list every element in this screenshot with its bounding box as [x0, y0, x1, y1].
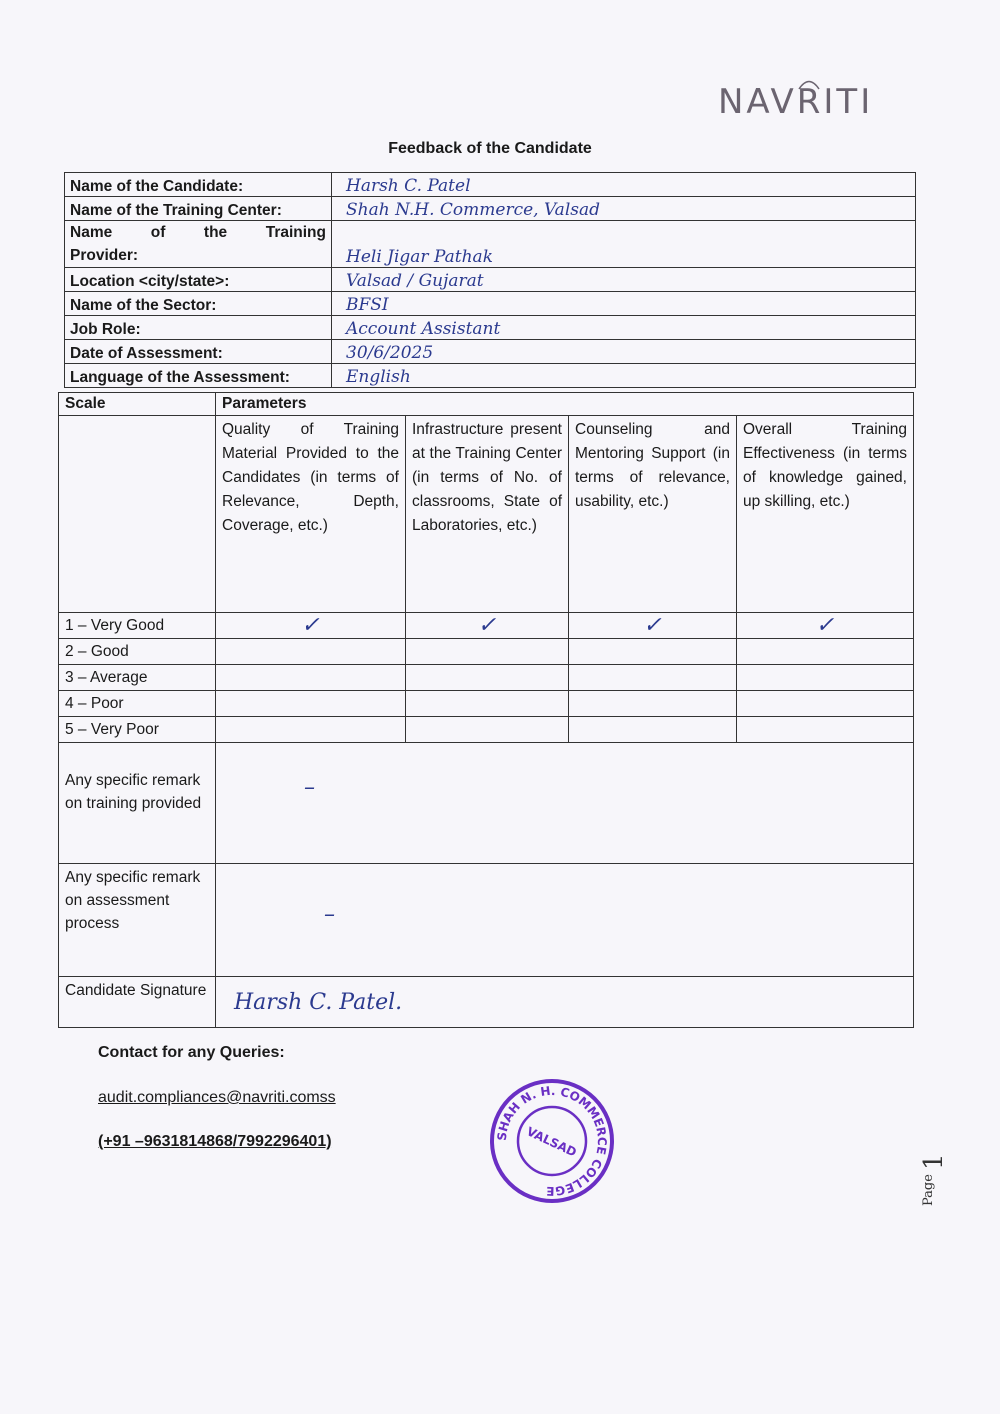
empty-cell	[406, 717, 569, 743]
candidate-info-table	[64, 172, 916, 388]
remark-training-cell	[216, 743, 914, 864]
sector-value: BFSI	[332, 292, 916, 316]
contact-phone-link[interactable]: (+91 –9631814868/7992296401)	[98, 1133, 332, 1150]
check-mark: ✓	[569, 613, 737, 639]
empty-cell	[406, 639, 569, 665]
parameters-header: Parameters	[216, 393, 914, 416]
remark-training-value: –	[304, 775, 315, 800]
candidate-signature: Harsh C. Patel.	[234, 989, 403, 1015]
remark-assessment-value: –	[324, 902, 335, 927]
training-provider-label-line2: Provider:	[70, 247, 139, 264]
seal-ring-text: SHAH N. H. COMMERCE COLLEGE	[494, 1083, 610, 1199]
training-provider-value: Heli Jigar Pathak	[332, 221, 916, 268]
remark-assessment-label: Any specific remark on assessment process	[59, 864, 216, 977]
param-counseling: Counseling and Mentoring Support (in terms of relevance, usability, etc.)	[569, 416, 737, 613]
contact-email-link[interactable]: audit.compliances@navriti.comss	[98, 1089, 336, 1106]
seal-center-text: VALSAD	[524, 1124, 579, 1160]
name-candidate-label: Name of the Candidate:	[65, 173, 332, 197]
date-value: 30/6/2025	[332, 340, 916, 364]
check-mark: ✓	[216, 613, 406, 639]
empty-cell	[569, 665, 737, 691]
scale-poor: 4 – Poor	[59, 691, 216, 717]
remark-training-label: Any specific remark on training provided	[59, 743, 216, 864]
param-quality-material: Quality of Training Material Provided to the Candidates (in terms of Relevance, Depth, Coverage, etc.)	[216, 416, 406, 613]
scale-header: Scale	[59, 393, 216, 416]
job-role-label: Job Role:	[65, 316, 332, 340]
page-number-marker	[914, 1150, 954, 1210]
language-value: English	[332, 364, 916, 388]
page-number: 1	[919, 1153, 949, 1170]
training-provider-label-line1: Name of the Training	[70, 224, 326, 241]
page-title: Feedback of the Candidate	[388, 140, 592, 157]
check-mark: ✓	[406, 613, 569, 639]
signature-cell	[216, 977, 914, 1028]
table-row	[59, 691, 914, 717]
check-mark: ✓	[737, 613, 914, 639]
logo-arc-icon	[797, 76, 821, 90]
empty-cell	[406, 665, 569, 691]
table-row	[59, 717, 914, 743]
scale-good: 2 – Good	[59, 639, 216, 665]
empty-cell	[569, 691, 737, 717]
table-row	[59, 639, 914, 665]
remark-assessment-cell	[216, 864, 914, 977]
scale-blank-cell	[59, 416, 216, 613]
empty-cell	[216, 717, 406, 743]
signature-label: Candidate Signature	[59, 977, 216, 1028]
page-label: Page	[921, 1174, 936, 1206]
date-label: Date of Assessment:	[65, 340, 332, 364]
language-label: Language of the Assessment:	[65, 364, 332, 388]
empty-cell	[737, 665, 914, 691]
empty-cell	[569, 717, 737, 743]
empty-cell	[737, 639, 914, 665]
table-row	[59, 665, 914, 691]
empty-cell	[737, 691, 914, 717]
training-provider-label	[65, 221, 332, 268]
scale-very-good: 1 – Very Good	[59, 613, 216, 639]
sector-label: Name of the Sector:	[65, 292, 332, 316]
empty-cell	[406, 691, 569, 717]
empty-cell	[737, 717, 914, 743]
navriti-logo: NAVRITI	[718, 82, 874, 122]
training-center-value: Shah N.H. Commerce, Valsad	[332, 197, 916, 221]
contact-heading: Contact for any Queries:	[98, 1044, 285, 1061]
empty-cell	[216, 665, 406, 691]
college-seal-stamp	[488, 1077, 616, 1205]
table-row	[59, 613, 914, 639]
location-value: Valsad / Gujarat	[332, 268, 916, 292]
training-center-label: Name of the Training Center:	[65, 197, 332, 221]
param-overall-effectiveness: Overall Training Effectiveness (in terms of knowledge gained, up skilling, etc.)	[737, 416, 914, 613]
location-label: Location <city/state>:	[65, 268, 332, 292]
empty-cell	[216, 691, 406, 717]
empty-cell	[216, 639, 406, 665]
job-role-value: Account Assistant	[332, 316, 916, 340]
empty-cell	[569, 639, 737, 665]
scale-very-poor: 5 – Very Poor	[59, 717, 216, 743]
feedback-grid	[58, 392, 914, 1028]
param-infrastructure: Infrastructure present at the Training Center (in terms of No. of classrooms, State of Laboratories, etc.)	[406, 416, 569, 613]
name-candidate-value: Harsh C. Patel	[332, 173, 916, 197]
scale-average: 3 – Average	[59, 665, 216, 691]
